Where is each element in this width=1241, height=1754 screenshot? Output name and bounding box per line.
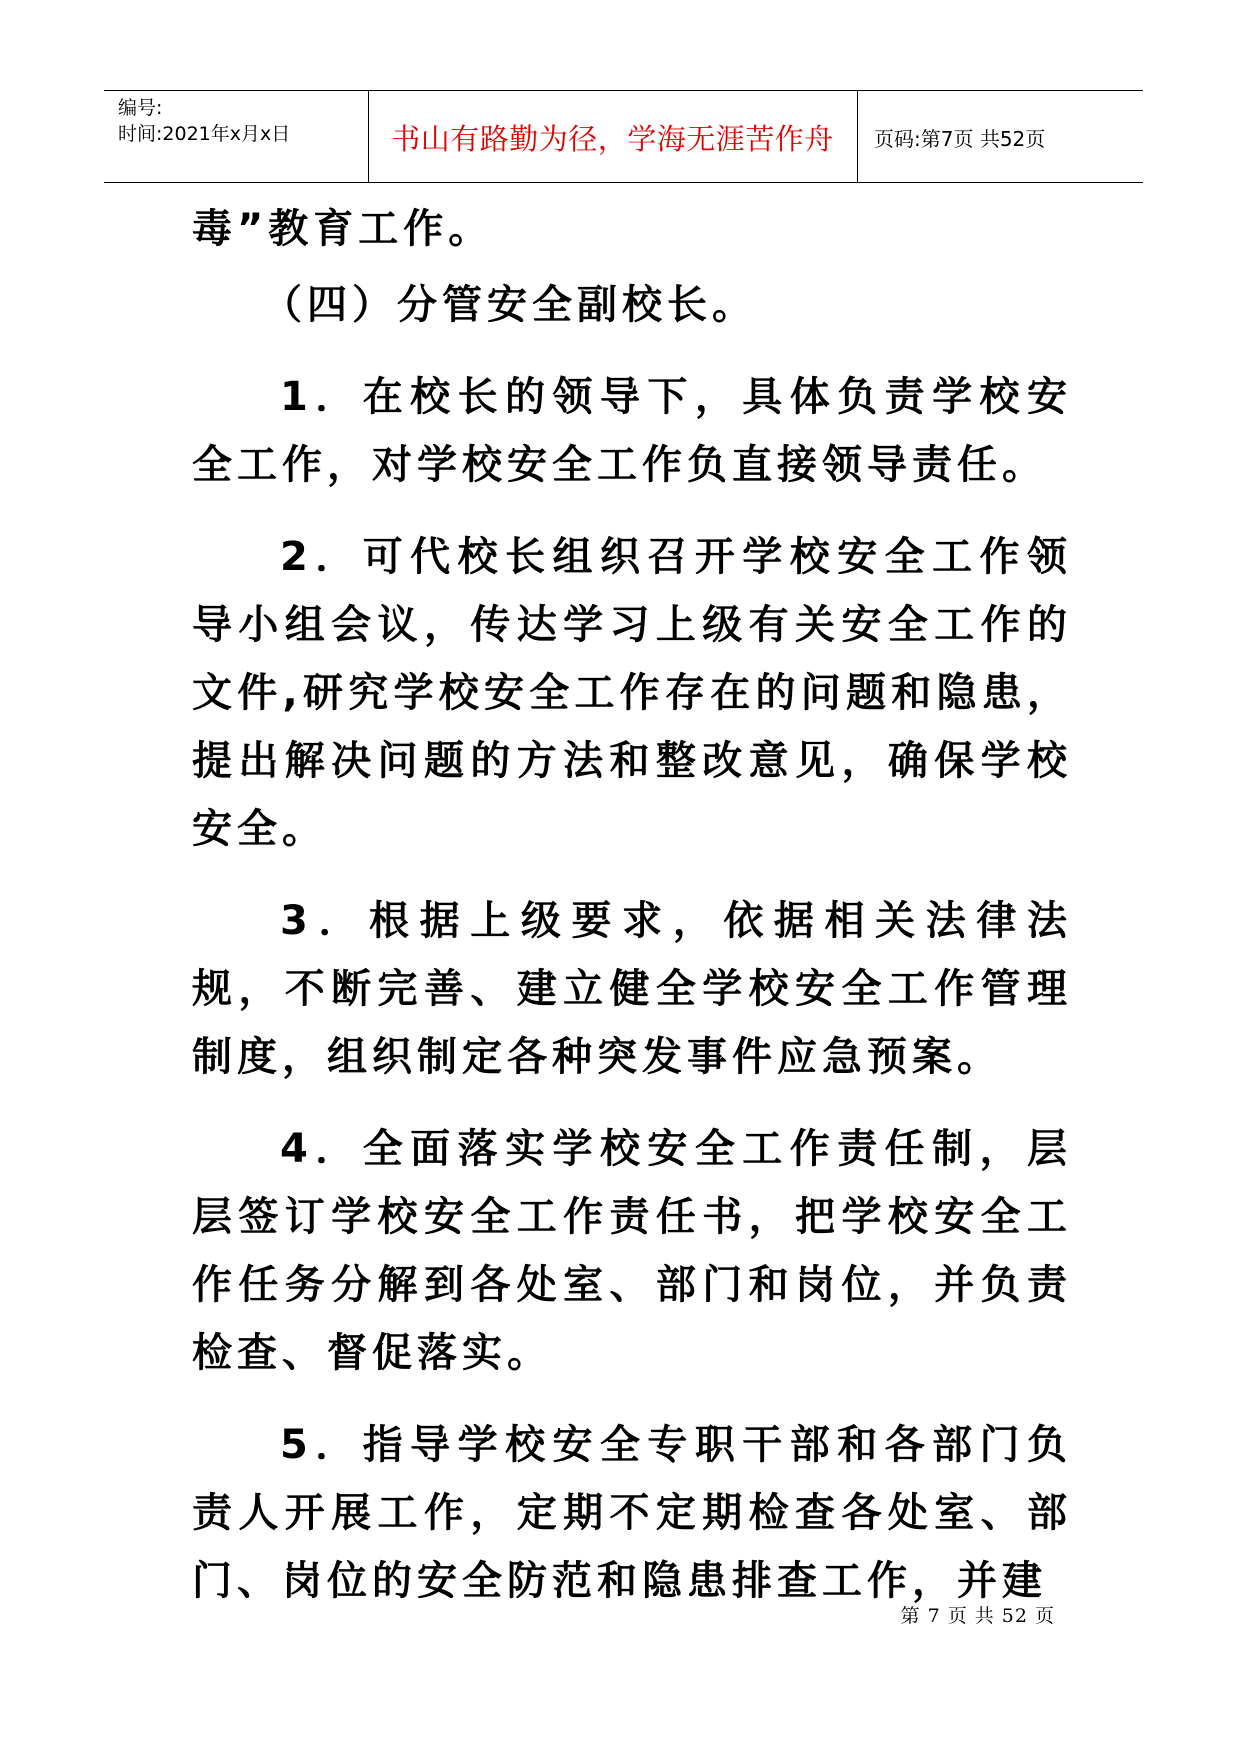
document-body	[192, 195, 1072, 1615]
header-meta	[118, 95, 290, 147]
header-page-number: 页码:第7页 共52页	[874, 127, 1046, 151]
paragraph: 4．全面落实学校安全工作责任制，层层签订学校安全工作责任书，把学校安全工作任务分解到各处室、部门和岗位，并负责检查、督促落实。	[192, 1126, 1072, 1376]
paragraph: 毒”教育工作。	[192, 206, 494, 252]
paragraph: 2．可代校长组织召开学校安全工作领导小组会议，传达学习上级有关安全工作的文件,研究学校安全工作存在的问题和隐患，提出解决问题的方法和整改意见，确保学校安全。	[192, 534, 1072, 852]
header-divider	[857, 91, 858, 182]
paragraph: 5．指导学校安全专职干部和各部门负责人开展工作，定期不定期检查各处室、部门、岗位的安全防范和隐患排查工作，并建	[192, 1422, 1072, 1604]
document-time-label: 时间:2021年x月x日	[118, 123, 291, 145]
header-motto: 书山有路勤为径，学海无涯苦作舟	[391, 122, 834, 156]
paragraph: 1．在校长的领导下，具体负责学校安全工作，对学校安全工作负直接领导责任。	[192, 374, 1072, 488]
page-header	[104, 90, 1143, 183]
section-heading: （四）分管安全副校长。	[262, 282, 757, 328]
paragraph: 3．根据上级要求，依据相关法律法规，不断完善、建立健全学校安全工作管理制度，组织制定各种突发事件应急预案。	[192, 898, 1072, 1080]
page-footer: 第 7 页 共 52 页	[900, 1605, 1055, 1627]
document-number-label: 编号:	[118, 97, 163, 119]
